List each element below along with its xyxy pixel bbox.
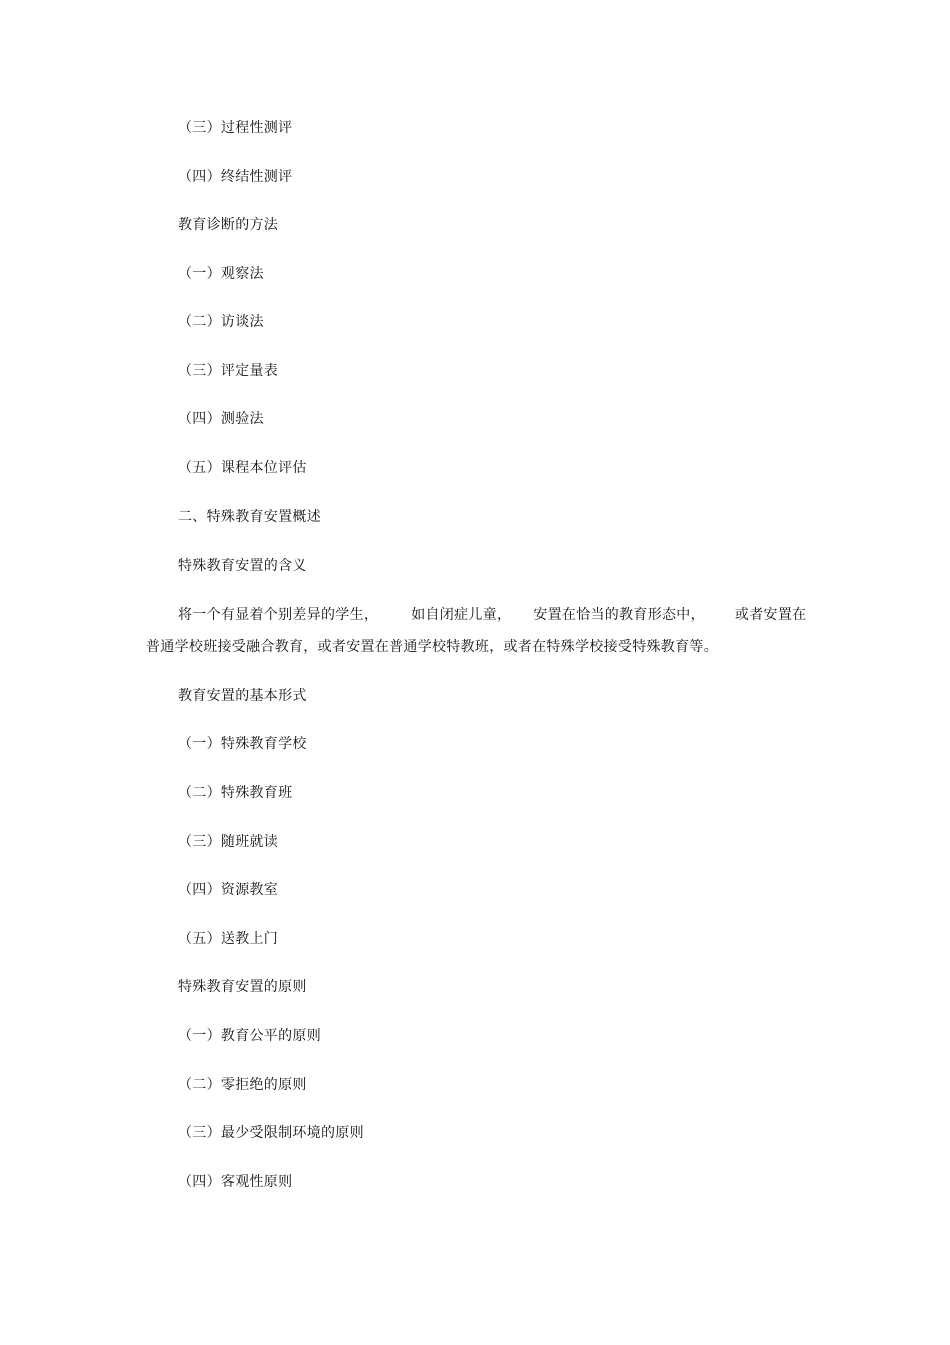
paragraph-segment: 将一个有显着个别差异的学生， xyxy=(178,607,379,623)
section-heading: 教育诊断的方法 xyxy=(178,217,279,233)
paragraph-line-2: 普通学校班接受融合教育，或者安置在普通学校特教班，或者在特殊学校接受特殊教育等。 xyxy=(146,639,718,655)
section-heading: 特殊教育安置的原则 xyxy=(178,979,307,995)
list-item: （四）测验法 xyxy=(178,411,264,427)
list-item: （四）客观性原则 xyxy=(178,1174,293,1190)
section-heading: 教育安置的基本形式 xyxy=(178,688,307,704)
list-item: （三）随班就读 xyxy=(178,834,279,850)
paragraph-segment: 安置在恰当的教育形态中， xyxy=(533,607,705,623)
list-item: （三）过程性测评 xyxy=(178,120,293,136)
list-item: （四）终结性测评 xyxy=(178,169,293,185)
paragraph-segment: 如自闭症儿童， xyxy=(411,607,512,623)
paragraph-line-1 xyxy=(178,606,806,624)
list-item: （二）特殊教育班 xyxy=(178,785,293,801)
list-item: （三）评定量表 xyxy=(178,363,279,379)
list-item: （二）访谈法 xyxy=(178,314,264,330)
list-item: （五）送教上门 xyxy=(178,931,279,947)
list-item: （五）课程本位评估 xyxy=(178,460,307,476)
list-item: （一）观察法 xyxy=(178,266,264,282)
section-heading: 特殊教育安置的含义 xyxy=(178,558,307,574)
paragraph-segment: 或者安置在 xyxy=(734,607,807,623)
list-item: （一）教育公平的原则 xyxy=(178,1028,321,1044)
list-item: （四）资源教室 xyxy=(178,882,279,898)
list-item: （二）零拒绝的原则 xyxy=(178,1077,307,1093)
list-item: （一）特殊教育学校 xyxy=(178,736,307,752)
chapter-heading: 二、特殊教育安置概述 xyxy=(178,509,321,525)
list-item: （三）最少受限制环境的原则 xyxy=(178,1125,364,1141)
